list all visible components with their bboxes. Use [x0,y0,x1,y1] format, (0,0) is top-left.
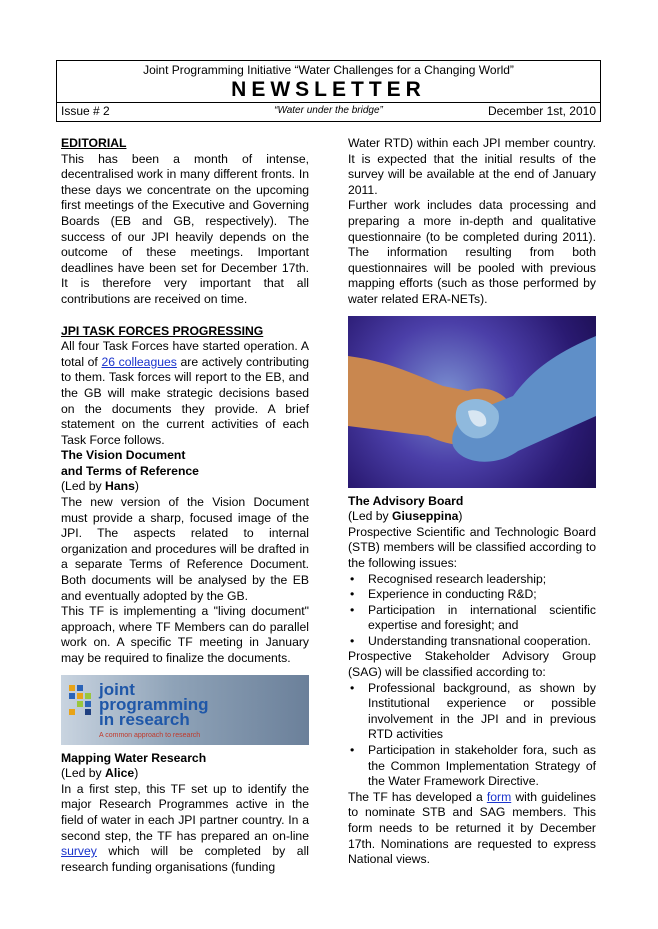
mapping-paragraph-1-continued: Water RTD) within each JPI member country. It is expected that the initial results of the survey will be available at the end of January 2011. [348,136,596,197]
vision-heading-2: and Terms of Reference [61,463,199,478]
advisory-leader: Giuseppina [392,509,459,524]
logo-text: joint programming in research [99,679,209,729]
mapping-paragraph-1-start: In a first step, this TF set up to identify the major Research Programmes active in the field of water in each JPI partner country. In a second step, the TF has prepared an on-line survey which will be completed by all research funding organisations (funding [61,781,309,874]
colleagues-link[interactable]: 26 colleagues [101,354,177,369]
mapping-leader: Alice [105,766,135,781]
logo-caption: A common approach to research [99,731,201,739]
mapping-led-by: (Led by Alice) [61,766,139,781]
editorial-heading: EDITORIAL [61,136,127,150]
issue-number: Issue # 2 [61,104,110,118]
joint-programming-logo-image [61,675,309,745]
masthead-info-row [57,102,600,120]
sag-item: • Participation in stakeholder fora, such as the Common Implementation Strategy of the Water Framework Directive. [348,743,596,790]
newsletter-title: NEWSLETTER [231,78,426,101]
taskforces-heading: JPI TASK FORCES PROGRESSING [61,323,264,338]
editorial-body: This has been a month of intense, decentralised work in many different fronts. In these days we concentrate on the upcoming first meetings of the Executive and Governing Boards (EB and GB, respectively). The success of our JPI heavily depends on the outcome of these meetings. Important deadlines have been set for December 17th. It is therefore very important that all contributions are received on time. [61,151,309,306]
stb-item: • Experience in conducting R&D; [348,587,596,603]
advisory-closing: The TF has developed a form with guidelines to nominate STB and SAG members. This form needs to be returned it by December 17th. Nominations are requested to express National views. [348,789,596,867]
survey-link[interactable]: survey [61,844,97,859]
sag-intro: Prospective Stakeholder Advisory Group (SAG) will be classified according to: [348,649,596,680]
advisory-led-by: (Led by Giuseppina) [348,509,463,524]
stb-intro: Prospective Scientific and Technologic Board (STB) members will be classified according to the following issues: [348,524,596,570]
masthead-initiative: Joint Programming Initiative “Water Challenges for a Changing World” [143,63,514,77]
advisory-heading: The Advisory Board [348,493,464,508]
masthead [56,60,601,122]
stb-item: • Recognised research leadership; [348,572,596,588]
globe-hands-image [348,316,596,488]
sag-criteria-list [348,681,596,790]
issue-date: December 1st, 2010 [487,104,596,118]
nomination-form-link[interactable]: form [486,789,512,804]
mapping-heading: Mapping Water Research [61,750,207,765]
stb-item: • Understanding transnational cooperation. [348,634,596,650]
issue-tagline: “Water under the bridge” [274,105,383,116]
mapping-paragraph-2: Further work includes data processing and preparing a more in-depth and qualitative questionnaire (to be completed during 2011). The information resulting from both questionnaires will be pooled with previous mapping efforts (such as those performed by water related ERA-NETs). [348,198,596,306]
left-column [61,136,309,875]
right-column [348,136,596,868]
vision-heading-1: The Vision Document [61,448,186,463]
sag-item: • Professional background, as shown by Institutional experience or possible involvement in the JPI and in previous RTD activities [348,681,596,743]
vision-led-by: (Led by Hans) [61,479,139,494]
vision-leader: Hans [105,479,135,494]
taskforces-intro: All four Task Forces have started operation. A total of 26 colleagues are actively contributing to them. Task forces will report to the EB, and the GB will make strategic decisions based on the documents they provide. A brief statement on the current activities of each Task Force follows. [61,339,309,447]
vision-paragraph-2: This TF is implementing a "living document" approach, where TF Members can do parallel work on. A specific TF meeting in January may be required to finalize the documents. [61,604,309,665]
vision-paragraph-1: The new version of the Vision Document must provide a sharp, focused image of the JPI. The aspects related to internal organization and procedures will be drafted in a separate Terms of Reference Document. Both documents will be analysed by the EB and eventually adopted by the GB. [61,495,309,603]
hands-illustration-icon [348,316,596,488]
stb-item: • Participation in international scientific expertise and foresight; and [348,603,596,634]
stb-criteria-list [348,572,596,650]
